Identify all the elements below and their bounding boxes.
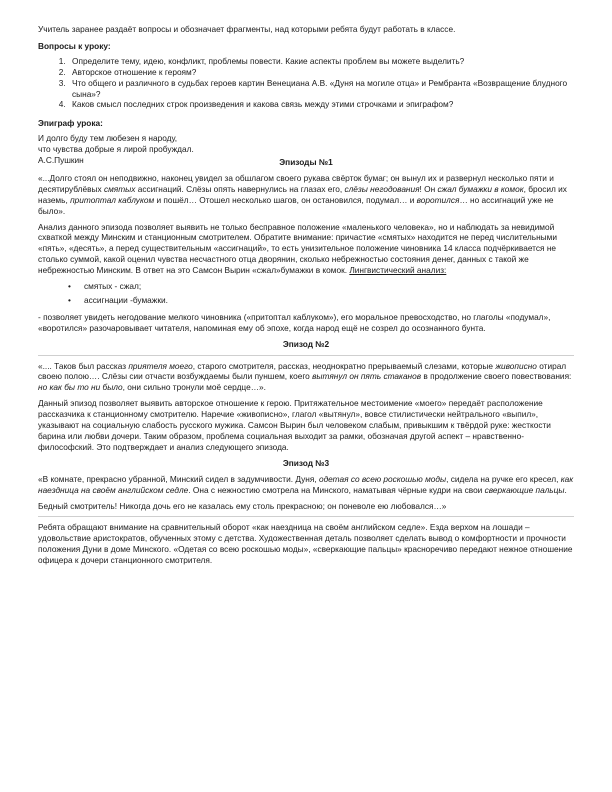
quote-text: . [564, 484, 567, 495]
epigraph-line: что чувства добрые я лирой пробуждал. [38, 144, 194, 155]
episode-1-analysis [38, 222, 574, 277]
quote-emphasis: вытянул он пять стаканов [312, 371, 422, 382]
quote-emphasis: воротился [416, 194, 460, 205]
quote-text: ! Он [419, 183, 438, 194]
quote-emphasis: сверкающие пальцы [484, 484, 565, 495]
episode-3-quote-end: Бедный смотритель! Никогда дочь его не казалась ему столь прекрасною; он поневоле ею любовался…» [38, 500, 447, 511]
quote-text: , они сильно тронули моё сердце…». [122, 382, 266, 393]
quote-emphasis: сжал бумажки в комок [437, 183, 524, 194]
quote-text: «В комнате, прекрасно убранной, Минский сидел в задумчивости. Дуня, [38, 473, 319, 484]
episode-1-conclusion: - позволяет увидеть негодование мелкого чиновника («притоптал каблуком»), его моральное превосходство, но глаголы «подумал», «воротился» разочаровывает читателя, напоминая ему об эпохе, когда народ ещё не созрел до осознанного бунта. [38, 311, 551, 333]
quote-text: и пошёл… Отошел несколько шагов, он остановился, подумал… и [154, 194, 417, 205]
question-item: 3. Что общего и различного в судьбах героев картин Венециана А.В. «Дуня на могиле отца» и Рембранта «Возвращение блудного сына»? [68, 78, 574, 100]
bullet-item [68, 295, 574, 306]
intro-paragraph: Учитель заранее раздаёт вопросы и обозначает фрагменты, над которыми ребята будут работать в классе. [38, 24, 456, 34]
quote-emphasis: как наездница на своём английском седле [38, 473, 574, 495]
question-item: 1. Определите тему, идею, конфликт, проблемы повести. Какие аспекты проблем вы можете выделить? [68, 56, 574, 67]
quote-text: … но ассигнаций уже не было». [38, 194, 554, 216]
quote-emphasis: но как бы то ни было [38, 382, 123, 393]
quote-emphasis: живописно [495, 360, 537, 371]
quote-text: «.... Таков был рассказ [38, 360, 129, 371]
quote-emphasis: слёзы негодования [344, 183, 420, 194]
episode-2-quote [38, 361, 574, 394]
episode-1-title: Эпизоды №1 [279, 156, 333, 167]
bullet-text: ассигнации -бумажки. [84, 294, 168, 305]
quote-emphasis: одетая со всею роскошью моды [318, 473, 447, 484]
episode-3-quote [38, 474, 574, 496]
epigraph-line: И долго буду тем любезен я народу, [38, 133, 178, 144]
bullet-item [68, 281, 574, 292]
bullet-icon: • [68, 294, 71, 305]
quote-text: , сидела на ручке его кресел, [446, 473, 561, 484]
questions-list [38, 56, 574, 111]
bullet-icon: • [68, 281, 71, 292]
episode-1-quote [38, 173, 574, 217]
divider [38, 516, 574, 517]
episode-3-analysis: Ребята обращают внимание на сравнительный оборот «как наездница на своём английском седле». Езда верхом на лошади – удовольствие аристократов, обученных этому с детства. Художественная деталь позволяет сделать вывод о комфортности и прочности положения Дуни в доме Минского. «Одетая со всею роскошью моды», «сверкающие пальцы» красноречиво передают нежное отношение офицера к дочери станционного смотрителя. [38, 522, 573, 566]
episode-3-title: Эпизод №3 [282, 457, 330, 468]
question-item: 4. Каков смысл последних строк произведения и какова связь между этими строчками и эпиграфом? [68, 99, 574, 110]
epigraph-author: А.С.Пушкин [38, 155, 84, 166]
questions-heading: Вопросы к уроку: [38, 40, 111, 51]
quote-text: ассигнаций. Слёзы опять навернулись на глазах его, [135, 183, 345, 194]
episode-1-bullets [38, 281, 574, 306]
quote-text: . Она с нежностию смотрела на Минского, наматывая чёрные кудри на свои [188, 484, 485, 495]
quote-text: , бросил их наземь, [38, 183, 567, 205]
quote-emphasis: приятеля моего [128, 360, 193, 371]
linguistic-analysis-label: Лингвистический анализ: [349, 265, 447, 276]
quote-text: отирал своею полою…. Слёзы сии отчасти возбуждаемы были пуншем, коего [38, 360, 567, 382]
analysis-text: Анализ данного эпизода позволяет выявить не только бесправное положение «маленького человека», но и наблюдать за невидимой схваткой между Минским и станционным смотрителем. Обратите внимание: причастие «смятых» находится не перед числительными «пять», «десять», а перед существительным «ассигнаций», то есть унизительное положение чиновника 14 класса подчёркивается не столько суммой, какой оценил чувства несчастного отца дворянин, сколько небрежностью состояния денег, данных с такой же небрежностью Минским. В ответ на это Самсон Вырин «сжал»бумажки в комок. [38, 221, 557, 276]
quote-text: в продолжение своего повествования: [421, 371, 572, 382]
divider [38, 355, 574, 356]
bullet-text: смятых - сжал; [84, 281, 142, 292]
quote-text: «...Долго стоял он неподвижно, наконец увидел за обшлагом своего рукава свёрток бумаг; он вынул их и развернул несколько пяти и десятирублёвых [38, 172, 554, 194]
epigraph-heading: Эпиграф урока: [38, 118, 103, 129]
quote-emphasis: притоптал каблуком [70, 194, 155, 205]
quote-text: , старого смотрителя, рассказ, неоднократно прерываемый слезами, которые [192, 360, 496, 371]
quote-emphasis: смятых [103, 183, 136, 194]
episode-2-title: Эпизод №2 [282, 338, 330, 349]
episode-2-analysis: Данный эпизод позволяет выявить авторское отношение к герою. Притяжательное местоимение «моего» передаёт расположение рассказчика к станционному смотрителю. Наречие «живописно», глагол «вытянул», вовсе стилистически нейтрального «выпил», указывают на социальную слабость русского мужика. Самсон Вырин был человеком слабым, привыкшим к твёрдой руке: жесткости барина или любви дочери. Таким образом, проблема социальная выходит за рамки, обозначая другой аспект – нравственно-философский. Это подтверждает и анализ следующего эпизода. [38, 398, 551, 452]
question-item: 2. Авторское отношение к героям? [68, 67, 574, 78]
